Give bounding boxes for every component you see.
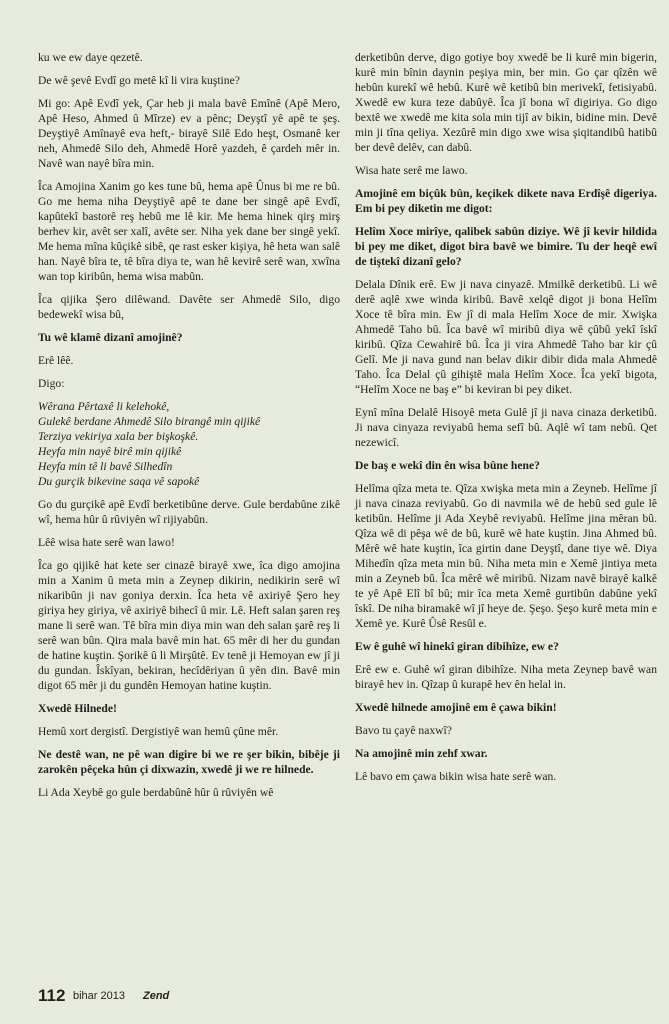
interviewer-question: Xwedê Hilnede! <box>38 702 117 715</box>
verse-line: Gulekê berdane Ahmedê Silo birangê min qijikê <box>38 415 261 428</box>
paragraph: De wê şevê Evdî go metê kî li vira kuştine? <box>38 74 240 87</box>
paragraph: ku we ew daye qezetê. <box>38 51 143 64</box>
paragraph: Wisa hate serê me lawo. <box>355 164 468 177</box>
verse-line: Heyfa min nayê birê min qijikê <box>38 445 182 458</box>
interviewer-question: Ew ê guhê wî hinekî giran dibihîze, ew e? <box>355 640 559 653</box>
interviewer-question: Helîm Xoce mirîye, qalibek sabûn diziye. Wê jî kevir hildida bi pey me diket, digot bira bavê we bimire. Tu der heqê ewî de tiştekî dizanî gelo? <box>355 225 657 268</box>
interviewer-question: Amojinê em biçûk bûn, keçikek dikete nava Erdîşê digeriya. Em bi pey diketin me digot: <box>355 187 657 215</box>
interviewer-question: Xwedê hilnede amojinê em ê çawa bikin! <box>355 701 557 714</box>
right-column <box>355 50 657 792</box>
paragraph: Digo: <box>38 377 65 390</box>
paragraph: Îca qijika Şero dilêwand. Davête ser Ahmedê Silo, digo bedewekî wisa bû, <box>38 293 340 321</box>
verse-line: Heyfa min tê li bavê Silhedîn <box>38 460 173 473</box>
paragraph: Bavo tu çayê naxwî? <box>355 724 452 737</box>
interviewer-question: De baş e wekî din ên wisa bûne hene? <box>355 459 540 472</box>
paragraph: Îca go qijikê hat kete ser cinazê birayê xwe, îca digo amojina min a Xanim û meta min a Zeynep dikirin, nedikirin serê wî nikaribûn ji nav goniya derxin. Îca heta vê axiriyê Şero hey giriya hey giriya, vê axiriyê bihecî û mir. Lê. Heft salan şaren reş mane li serê wan. Tê bîra min diya min wan deh salan şarê reş li serê wan bûn. Qira mala bavê min hat. 65 mêr di her du gundan de hatine kuştin. Şorikê û li Mirşûtê. Ev tenê ji Hemoyan ew jî ji du gundan. Îskîyan, bekiran, hecîdêriyan û yên din. Bavê min digot 65 mêr ji du gundên Hemoyan hatine kuştin. <box>38 559 340 692</box>
page-number: 112 <box>38 986 66 1005</box>
paragraph: Erê lêê. <box>38 354 74 367</box>
paragraph: Îca Amojina Xanim go kes tune bû, hema apê Ûnus bi me re bû. Go me hema niha Deyştiyê apê te dane ber singê apê Evdî, kapûtekî bastorê reş hebû me lê kir. Me hema hinek qirş mirş berhev kir, avêt ser xalî, avête ser. Niha yek dane ber singê yekî. Me hema mîna kûçikê sibê, qe rast esker kişiya, hê heta wan salê han. Nayê bîra te, tê bîra diya te, wan hê kevirê serê wan, xwîna wan top kiribûn, hema wisa mabûn. <box>38 180 340 283</box>
paragraph: Eynî mîna Delalê Hisoyê meta Gulê jî ji nava cinaza derketibû. Ji nava cinyaza reviyabû hema sefî bû. Aqlê wî tam nebû. Qet nezewicî. <box>355 406 657 449</box>
verse-line: Terziya vekiriya xala ber bişkoşkê. <box>38 430 199 443</box>
paragraph: Hemû xort dergistî. Dergistiyê wan hemû çûne mêr. <box>38 725 279 738</box>
lament-verse <box>38 399 340 489</box>
interviewer-question: Tu wê klamê dizanî amojinê? <box>38 331 183 344</box>
paragraph: Go du gurçikê apê Evdî berketibûne derve. Gule berdabûne zikê wî, hema hûr û rûviyên wî rijiyabûn. <box>38 498 340 526</box>
paragraph: Li Ada Xeybê go gule berdabûnê hûr û rûviyên wê <box>38 786 274 799</box>
paragraph: derketibûn derve, digo gotiye boy xwedê be li kurê min bigerin, kurê min bînin daynin peşiya min, ber min. Go çar qîzên wê hebûn kurekî wê hebû. Kurê wê ketibû bin merivekî, fetisiyabû. Xwedê ew kura teze dabûyê. Îca jî bona wî digiriya. Go digo bextê we xwedê me kita sola min tijî av bikin, bidine min. Devê min ji tîna qeliya. Xezûrê min digo xwe wisa şiqitandibû hatibû ber devê delêv, can dabû. <box>355 51 657 154</box>
page-footer <box>38 986 638 1008</box>
interviewer-question: Ne destê wan, ne pê wan digire bi we re şer bikin, bibêje ji zarokên pêçeka hûn çi dixwazin, xwedê ji we re hilnede. <box>38 748 340 776</box>
interviewer-question: Na amojinê min zehf xwar. <box>355 747 488 760</box>
paragraph: Helîma qîza meta te. Qîza xwişka meta min a Zeyneb. Helîme jî ji nava cinaza reviyabû. Go di navmila wê de hebû sed gule lê ketibûn. Helîme ji Ada Xeybê reviyabû. Helîme jina mêran bû. Qîza wê di pêşa wê de bû, kurê wê hate kuştin. Jina Ahmed bû. Mêrê wê hate kuştin, îca girtin dane Deyştî, dane tiye wê. Diya Mihedîn qîza meta min bû. Niha meta min e Xemê jintiya meta min a Zeyneb bû. Îca mêrê wê miribû. Nizam navê birayê kalkê te yê Apê Elî bî bû; mir îca meta Xemê gurtibûn dabûne yekî îskî. De niha biramakê wî jî heye de. Şeşo. Şeşo kurê meta min e Xemê ye. Kurê Ûsê Resûl e. <box>355 482 657 630</box>
paragraph: Lêê wisa hate serê wan lawo! <box>38 536 175 549</box>
paragraph: Lê bavo em çawa bikin wisa hate serê wan. <box>355 770 557 783</box>
verse-line: Du gurçik bikevine saqa vê sapokê <box>38 475 200 488</box>
issue-label: bihar 2013 <box>73 990 125 1002</box>
paragraph: Mi go: Apê Evdî yek, Çar heb ji mala bavê Emînê (Apê Mero, Apê Heso, Ahmed û Mîrze) ev a pênc; Deyştî yê apê te şeş. Deyştiyê Amînayê eva heft,- birayê Silê Edo heşt, Osmanê ker neh, Ahmedê Silo deh, Ahmedê Horê yazdeh, ê çardeh mêr in. Navê wan nayê bîra min. <box>38 97 340 170</box>
paragraph: Delala Dînik erê. Ew ji nava cinyazê. Mmilkê derketibû. Li wê derê aqlê xwe winda kiribû. Bavê xelqê digot ji bona Helîm Xoce tê bîra min. Ew jî di mala Helîm Xoce de mir. Xwişka Ahmedê Taho bû. Îca bavê wî miribû diya wê çûbû yekî îskî kiribû. Qîza Cewahirê bû. Îca ji vira Ahmedê Taho bar kir çû Gelî. Me ji nava gund nan belav dikir dibir dida mala Ahmedê Taho. Îca Delal çû gihiştê mala Helîm Xoce. Îca yekî bigota, “Helîm Xoce ne baş e” bi keviran bi pey diket. <box>355 278 657 396</box>
verse-line: Wêrana Pêrtaxê li kelehokê, <box>38 400 170 413</box>
left-column <box>38 50 340 808</box>
paragraph: Erê ew e. Guhê wî giran dibihîze. Niha meta Zeynep bavê wan birayê hev in. Qîzap û kurapê hev ên helal in. <box>355 663 657 691</box>
magazine-name: Zend <box>143 990 170 1002</box>
